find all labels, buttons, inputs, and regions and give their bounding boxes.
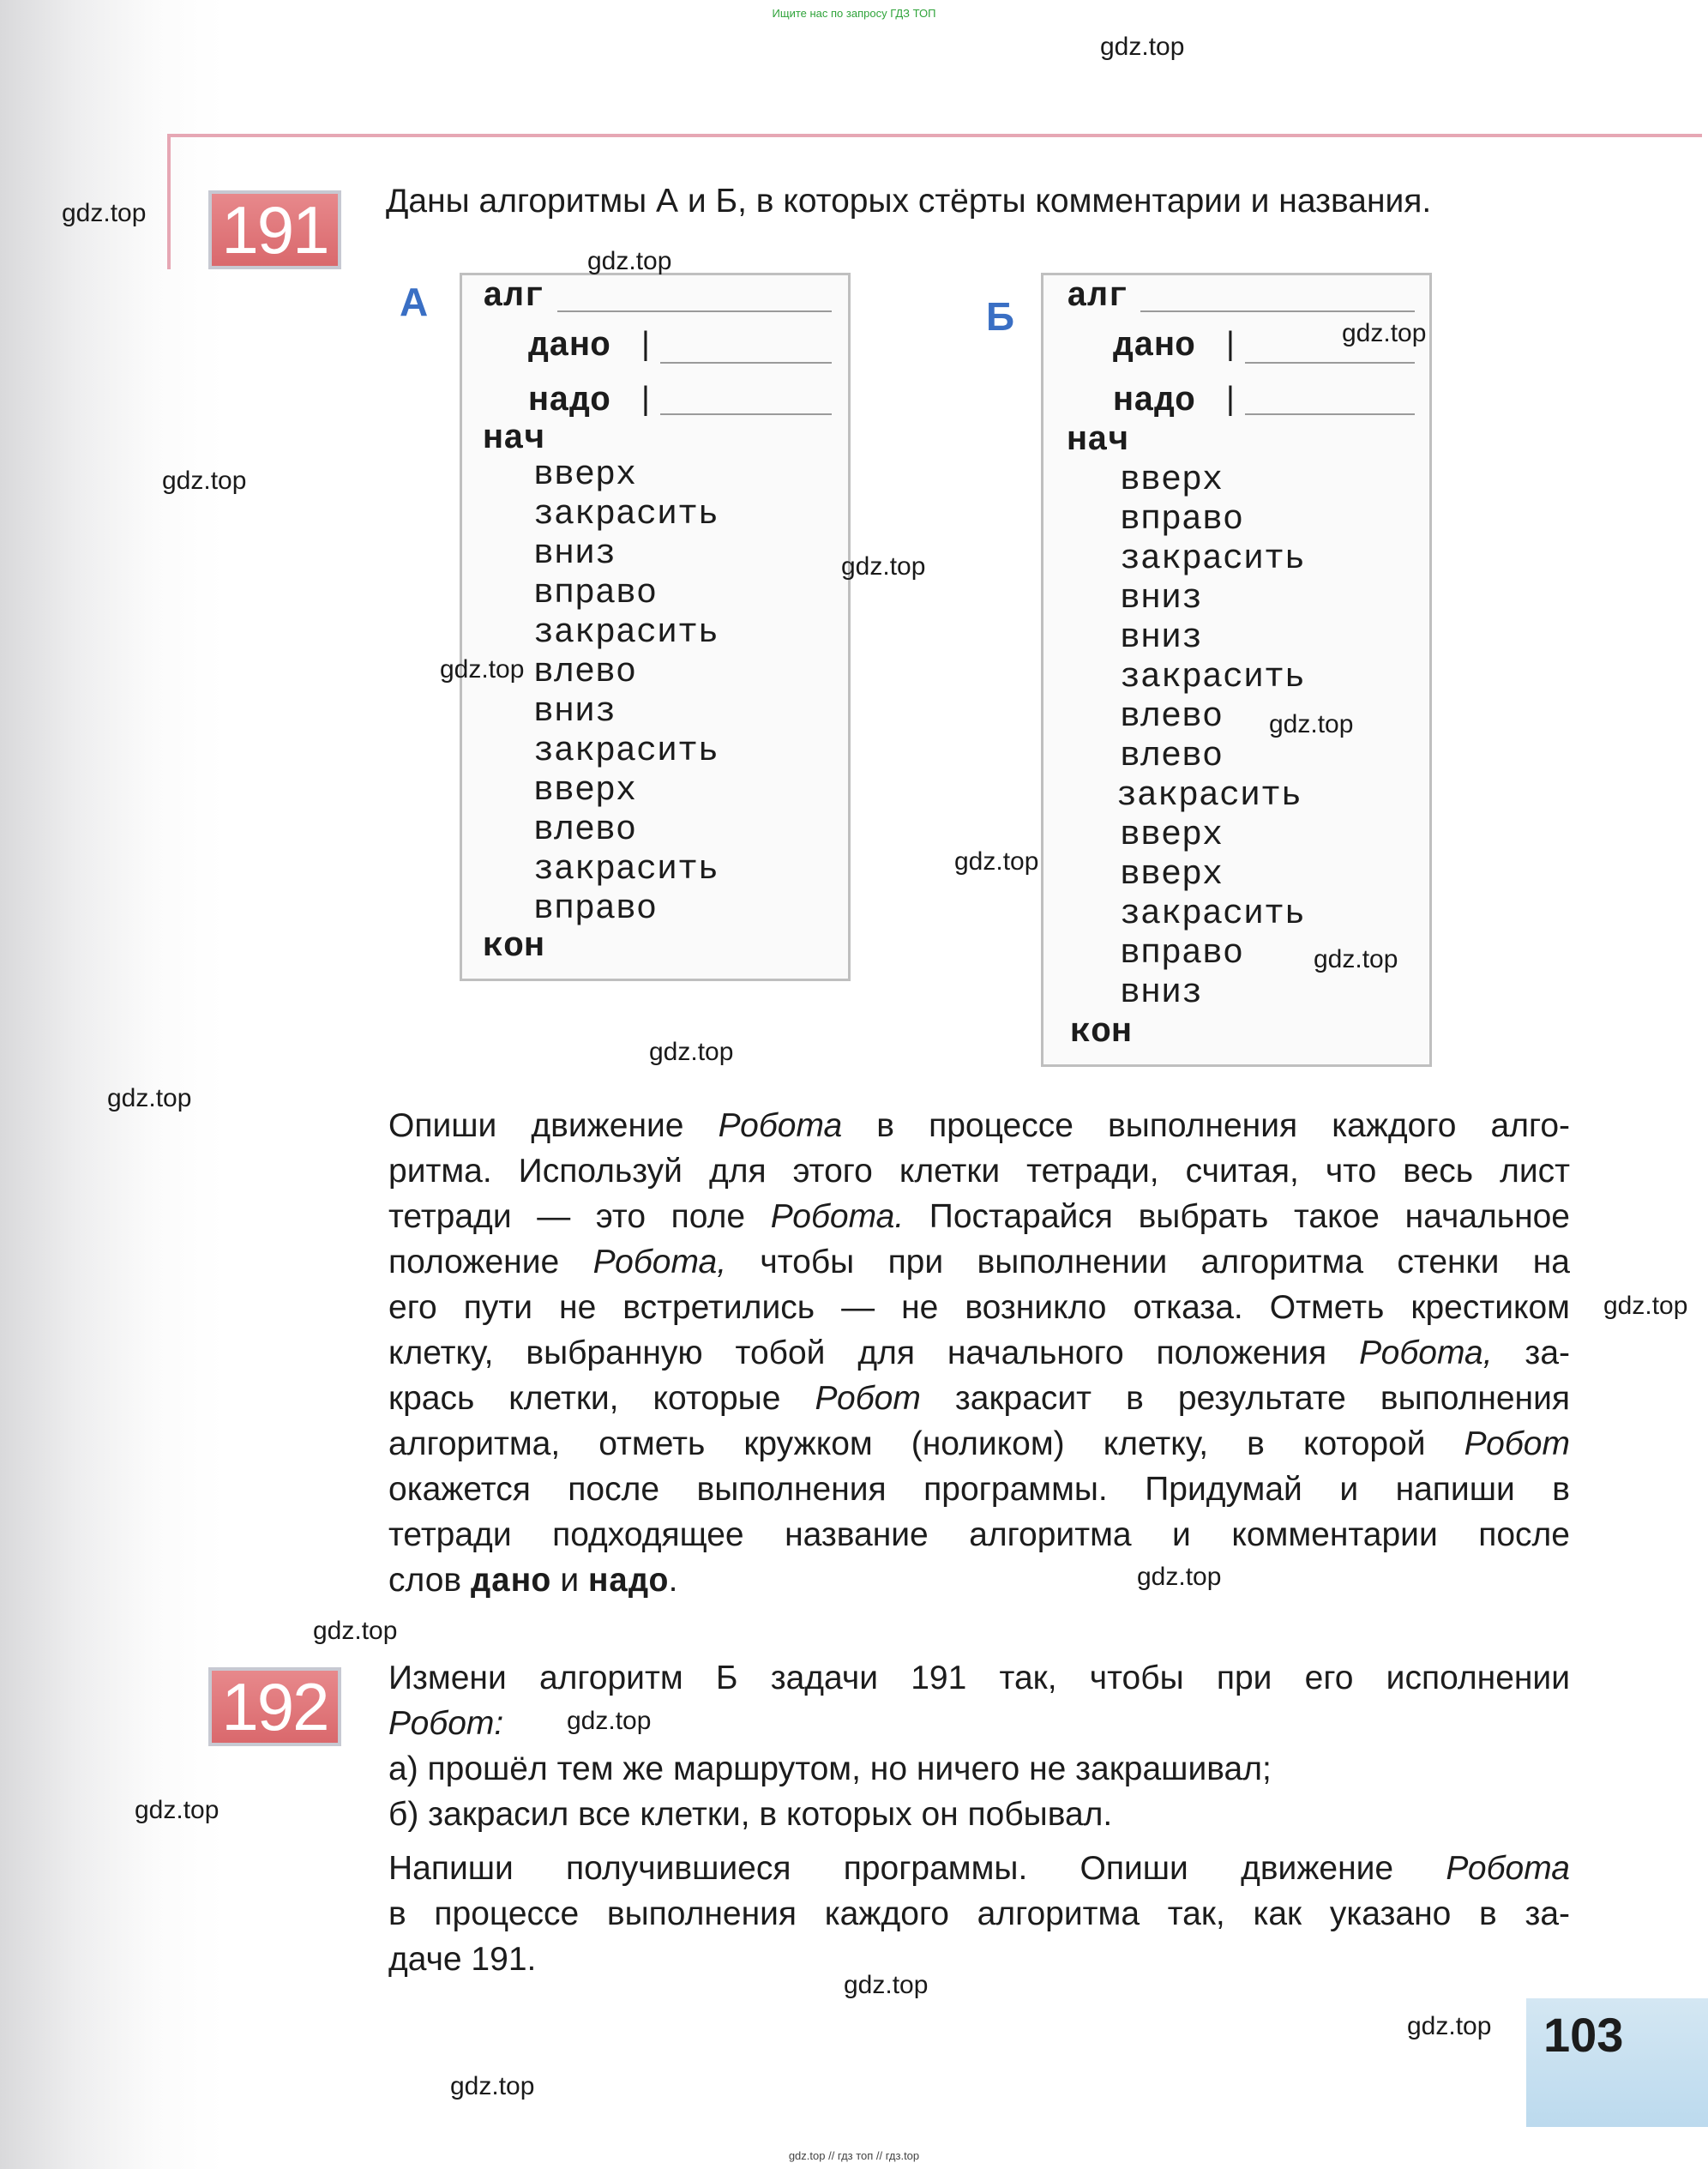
task-192-number: 192 xyxy=(208,1667,341,1746)
algo-a-end: кон xyxy=(483,928,545,967)
watermark: gdz.top xyxy=(844,1971,929,1999)
algo-b-start: нач xyxy=(1067,422,1129,461)
watermark: gdz.top xyxy=(135,1796,220,1824)
task-191-line: ритма. Используй для этого клетки тетради, считая, что весь лист xyxy=(388,1153,1570,1190)
task-191-line: крась клетки, которые Робот закрасит в результате выполнения xyxy=(388,1380,1570,1417)
algo-a-need: надо xyxy=(528,383,611,421)
algo-b-cmd: влево xyxy=(1120,738,1224,776)
watermark: gdz.top xyxy=(450,2072,535,2100)
algo-b-cmd: закрасить xyxy=(1120,659,1306,697)
algo-a-cmd: вправо xyxy=(533,575,658,613)
task-191-line: окажется после выполнения программы. Придумай и напиши в xyxy=(388,1471,1570,1508)
algo-a-cmd: вправо xyxy=(533,890,658,929)
algo-b-given-pipe: | xyxy=(1226,326,1235,362)
algo-b-letter: Б xyxy=(986,294,1015,339)
algo-b-cmd: вправо xyxy=(1120,935,1244,973)
algo-b-need-line xyxy=(1245,413,1415,415)
algo-a-given-pipe: | xyxy=(641,326,650,362)
watermark: gdz.top xyxy=(954,847,1039,876)
task-192-item-b: б) закрасил все клетки, в которых он побывал. xyxy=(388,1796,1113,1833)
algo-b-alg: алг xyxy=(1067,278,1129,316)
task-191-line: положение Робота, чтобы при выполнении алгоритма стенки на xyxy=(388,1244,1570,1280)
watermark: gdz.top xyxy=(1407,2012,1492,2040)
algo-a-cmd: вниз xyxy=(533,535,616,574)
task-191-number: 191 xyxy=(208,190,341,269)
task-191-line: тетради подходящее название алгоритма и комментарии после xyxy=(388,1516,1570,1553)
watermark: gdz.top xyxy=(1314,945,1398,973)
task-191-intro: Даны алгоритмы А и Б, в которых стёрты комментарии и названия. xyxy=(386,183,1432,220)
task-191-line: клетку, выбранную тобой для начального положения Робота, за- xyxy=(388,1335,1570,1371)
algo-b-end: кон xyxy=(1070,1014,1133,1052)
watermark: gdz.top xyxy=(313,1617,398,1645)
section-border-vertical xyxy=(167,134,171,269)
algo-b-cmd: закрасить xyxy=(1116,777,1302,816)
algo-a-cmd: закрасить xyxy=(533,496,719,534)
task-192-line: Робот: xyxy=(388,1705,504,1742)
page-number: 103 xyxy=(1543,2008,1624,2062)
algo-a-alg: алг xyxy=(483,278,545,316)
watermark: gdz.top xyxy=(1342,319,1427,347)
watermark: gdz.top xyxy=(649,1038,734,1066)
algo-a-cmd: вверх xyxy=(533,772,637,810)
algo-b-need-pipe: | xyxy=(1226,381,1235,417)
algo-b-cmd: вправо xyxy=(1120,501,1244,539)
algo-a-given-line xyxy=(660,362,832,364)
watermark: gdz.top xyxy=(107,1084,192,1112)
algo-a-start: нач xyxy=(483,420,545,459)
watermark: gdz.top xyxy=(440,655,525,684)
algo-a-cmd: закрасить xyxy=(533,614,719,653)
algo-b-cmd: вверх xyxy=(1120,816,1224,855)
algo-b-cmd: вверх xyxy=(1120,856,1224,895)
task-191-line-last: слов дано и надо. xyxy=(388,1562,678,1601)
section-border xyxy=(167,134,1702,137)
algo-a-cmd: закрасить xyxy=(533,851,719,889)
task-191-line: его пути не встретились — не возникло отказа. Отметь крестиком xyxy=(388,1289,1570,1326)
watermark: gdz.top xyxy=(1603,1292,1688,1320)
watermark: gdz.top xyxy=(1137,1563,1222,1591)
task-191-line: тетради — это поле Робота. Постарайся выбрать такое начальное xyxy=(388,1198,1570,1235)
task-192-item-a: а) прошёл тем же маршрутом, но ничего не закрашивал; xyxy=(388,1750,1272,1787)
algo-a-given: дано xyxy=(528,328,611,366)
algo-a-cmd: закрасить xyxy=(533,732,719,771)
bottom-banner: gdz.top // гдз топ // гдз.top xyxy=(788,2149,920,2162)
algo-b-cmd: закрасить xyxy=(1120,540,1306,579)
algo-b-cmd: вверх xyxy=(1120,461,1224,500)
watermark: gdz.top xyxy=(841,552,926,581)
algo-b-given: дано xyxy=(1113,328,1196,366)
algo-a-need-pipe: | xyxy=(641,381,650,417)
task-192-line: Измени алгоритм Б задачи 191 так, чтобы при его исполнении xyxy=(388,1660,1570,1696)
algo-a-cmd: влево xyxy=(533,654,637,692)
task-191-line: алгоритма, отметь кружком (ноликом) клетку, в которой Робот xyxy=(388,1425,1570,1462)
task-192-para-line: Напиши получившиеся программы. Опиши движение Робота xyxy=(388,1850,1570,1887)
algo-a-letter: А xyxy=(400,280,429,324)
algo-a-need-line xyxy=(660,413,832,415)
algo-b-cmd: закрасить xyxy=(1120,895,1306,934)
watermark: gdz.top xyxy=(162,467,247,495)
watermark: gdz.top xyxy=(587,247,672,275)
watermark: gdz.top xyxy=(567,1707,652,1735)
watermark: gdz.top xyxy=(1269,710,1354,738)
algo-b-given-line xyxy=(1245,362,1415,364)
algo-b-alg-line xyxy=(1140,310,1415,312)
algo-a-cmd: влево xyxy=(533,811,637,850)
algo-b-need: надо xyxy=(1113,383,1196,421)
algo-a-cmd: вверх xyxy=(533,456,637,495)
task-192-para-line: в процессе выполнения каждого алгоритма так, как указано в за- xyxy=(388,1895,1570,1932)
algo-b-cmd: вниз xyxy=(1120,619,1203,658)
algo-b-cmd: влево xyxy=(1120,698,1224,737)
watermark: gdz.top xyxy=(62,199,147,227)
task-191-line: Опиши движение Робота в процессе выполнения каждого алго- xyxy=(388,1107,1570,1144)
algo-a-alg-line xyxy=(557,310,832,312)
top-banner: Ищите нас по запросу ГДЗ ТОП xyxy=(772,7,936,20)
algo-b-cmd: вниз xyxy=(1120,974,1203,1013)
algo-b-cmd: вниз xyxy=(1120,580,1203,618)
algo-a-cmd: вниз xyxy=(533,693,616,732)
watermark: gdz.top xyxy=(1100,33,1185,61)
task-192-para-line: даче 191. xyxy=(388,1941,537,1978)
